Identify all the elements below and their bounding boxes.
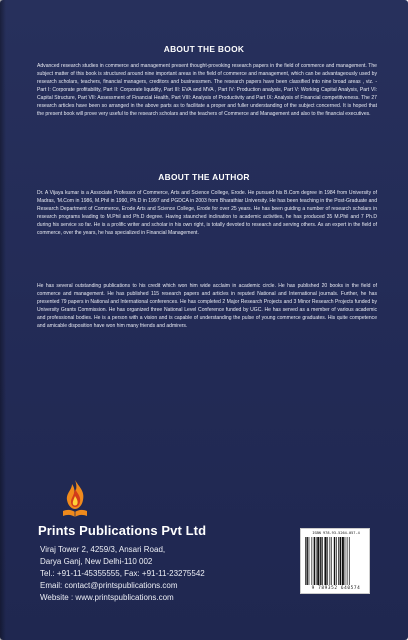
publisher-email: Email: contact@printspublications.com <box>40 581 178 590</box>
publisher-name: Prints Publications Pvt Ltd <box>38 523 207 538</box>
about-book-text: Advanced research studies in commerce and management present thought-provoking research papers in the field of commerce and management. The subject matter of this book is structured around nine important areas in the field of commerce and management, which can be advantageously used by research scholars, teachers, financial managers, creditors and businessmen. The research papers have been classified into nine broad areas , viz. - Part I: Corporate profitability, Part II: Corporate liquidity, Part III: EVA and MVA , Part IV: Production analysis, Part V: Working Capital Analysis, Part VI: Capital Structure, Part VII: Assessment of Financial Health, Part VIII: Analysis of Productivity and Part IX: Analysis of Financial competitiveness. The 27 research articles have been so arranged in the above parts as to facilitate a proper and fuller understanding of the subject concerned. It is hoped that the present book will prove very useful to the research scholars and the teachers of Commerce and Management and also to the financial executives. <box>37 63 377 118</box>
publisher-address-line-2: Darya Ganj, New Delhi-110 002 <box>40 557 153 566</box>
publisher-address-line-1: Viraj Tower 2, 4259/3, Ansari Road, <box>40 545 166 554</box>
publisher-website: Website : www.printspublications.com <box>40 593 174 602</box>
publisher-flame-logo-icon <box>60 478 90 520</box>
about-author-heading: ABOUT THE AUTHOR <box>158 172 250 182</box>
about-book-heading: ABOUT THE BOOK <box>163 44 245 54</box>
isbn-label: ISBN 978-93-5264-057-4 <box>312 531 360 535</box>
publisher-phone: Tel.: +91-11-45355555, Fax: +91-11-23275542 <box>40 569 205 578</box>
barcode-digits: 9 789352 640574 <box>311 586 361 591</box>
about-author-paragraph-1: Dr. A Vijaya kumar is a Associate Professor of Commerce, Arts and Science College, Erode. He pursued his B.Com degree in 1984 from University of Madras, 'M.Com in 1986, M.Phil in 1990, Ph.D in 1997 and PGDCA in 2003 from Bharathiar University. He has been teaching in the Post-Graduate and Research Department of Commerce, Erode Arts and Science College, Erode for over 25 years. He has been guiding a number of research scholars in research programs leading to M.Phil and Ph.D degree. Having staunched inclination to academic activities, he has produced 35 M.Phil and 7 Ph.D during his service so far. He is a prolific writer and scholar in his own right, is totally devoted to research and serving others. As an expert in the field of commerce, over the years, he has specialized in Financial Management. <box>37 190 377 237</box>
barcode-bars <box>305 537 367 585</box>
isbn-barcode <box>300 528 370 594</box>
about-author-paragraph-2: He has several outstanding publications to his credit which won him wide acclaim in academic circle. He has published 20 books in the field of commerce and management. He has published 115 research papers and articles in reputed National and International journals. Further, he has presented 79 papers in National and International conferences. He has completed 2 Major Research Projects and 3 Minor Research Projects funded by University Grants Commission. He has organized three National Level Conference funded by UGC. He has served as a member of various academic and professional bodies. He is a person with a vision and is capable of understanding the pulse of young commerce graduates. His quite competence and amicable disposition have won him many friends and admirers. <box>37 283 377 330</box>
